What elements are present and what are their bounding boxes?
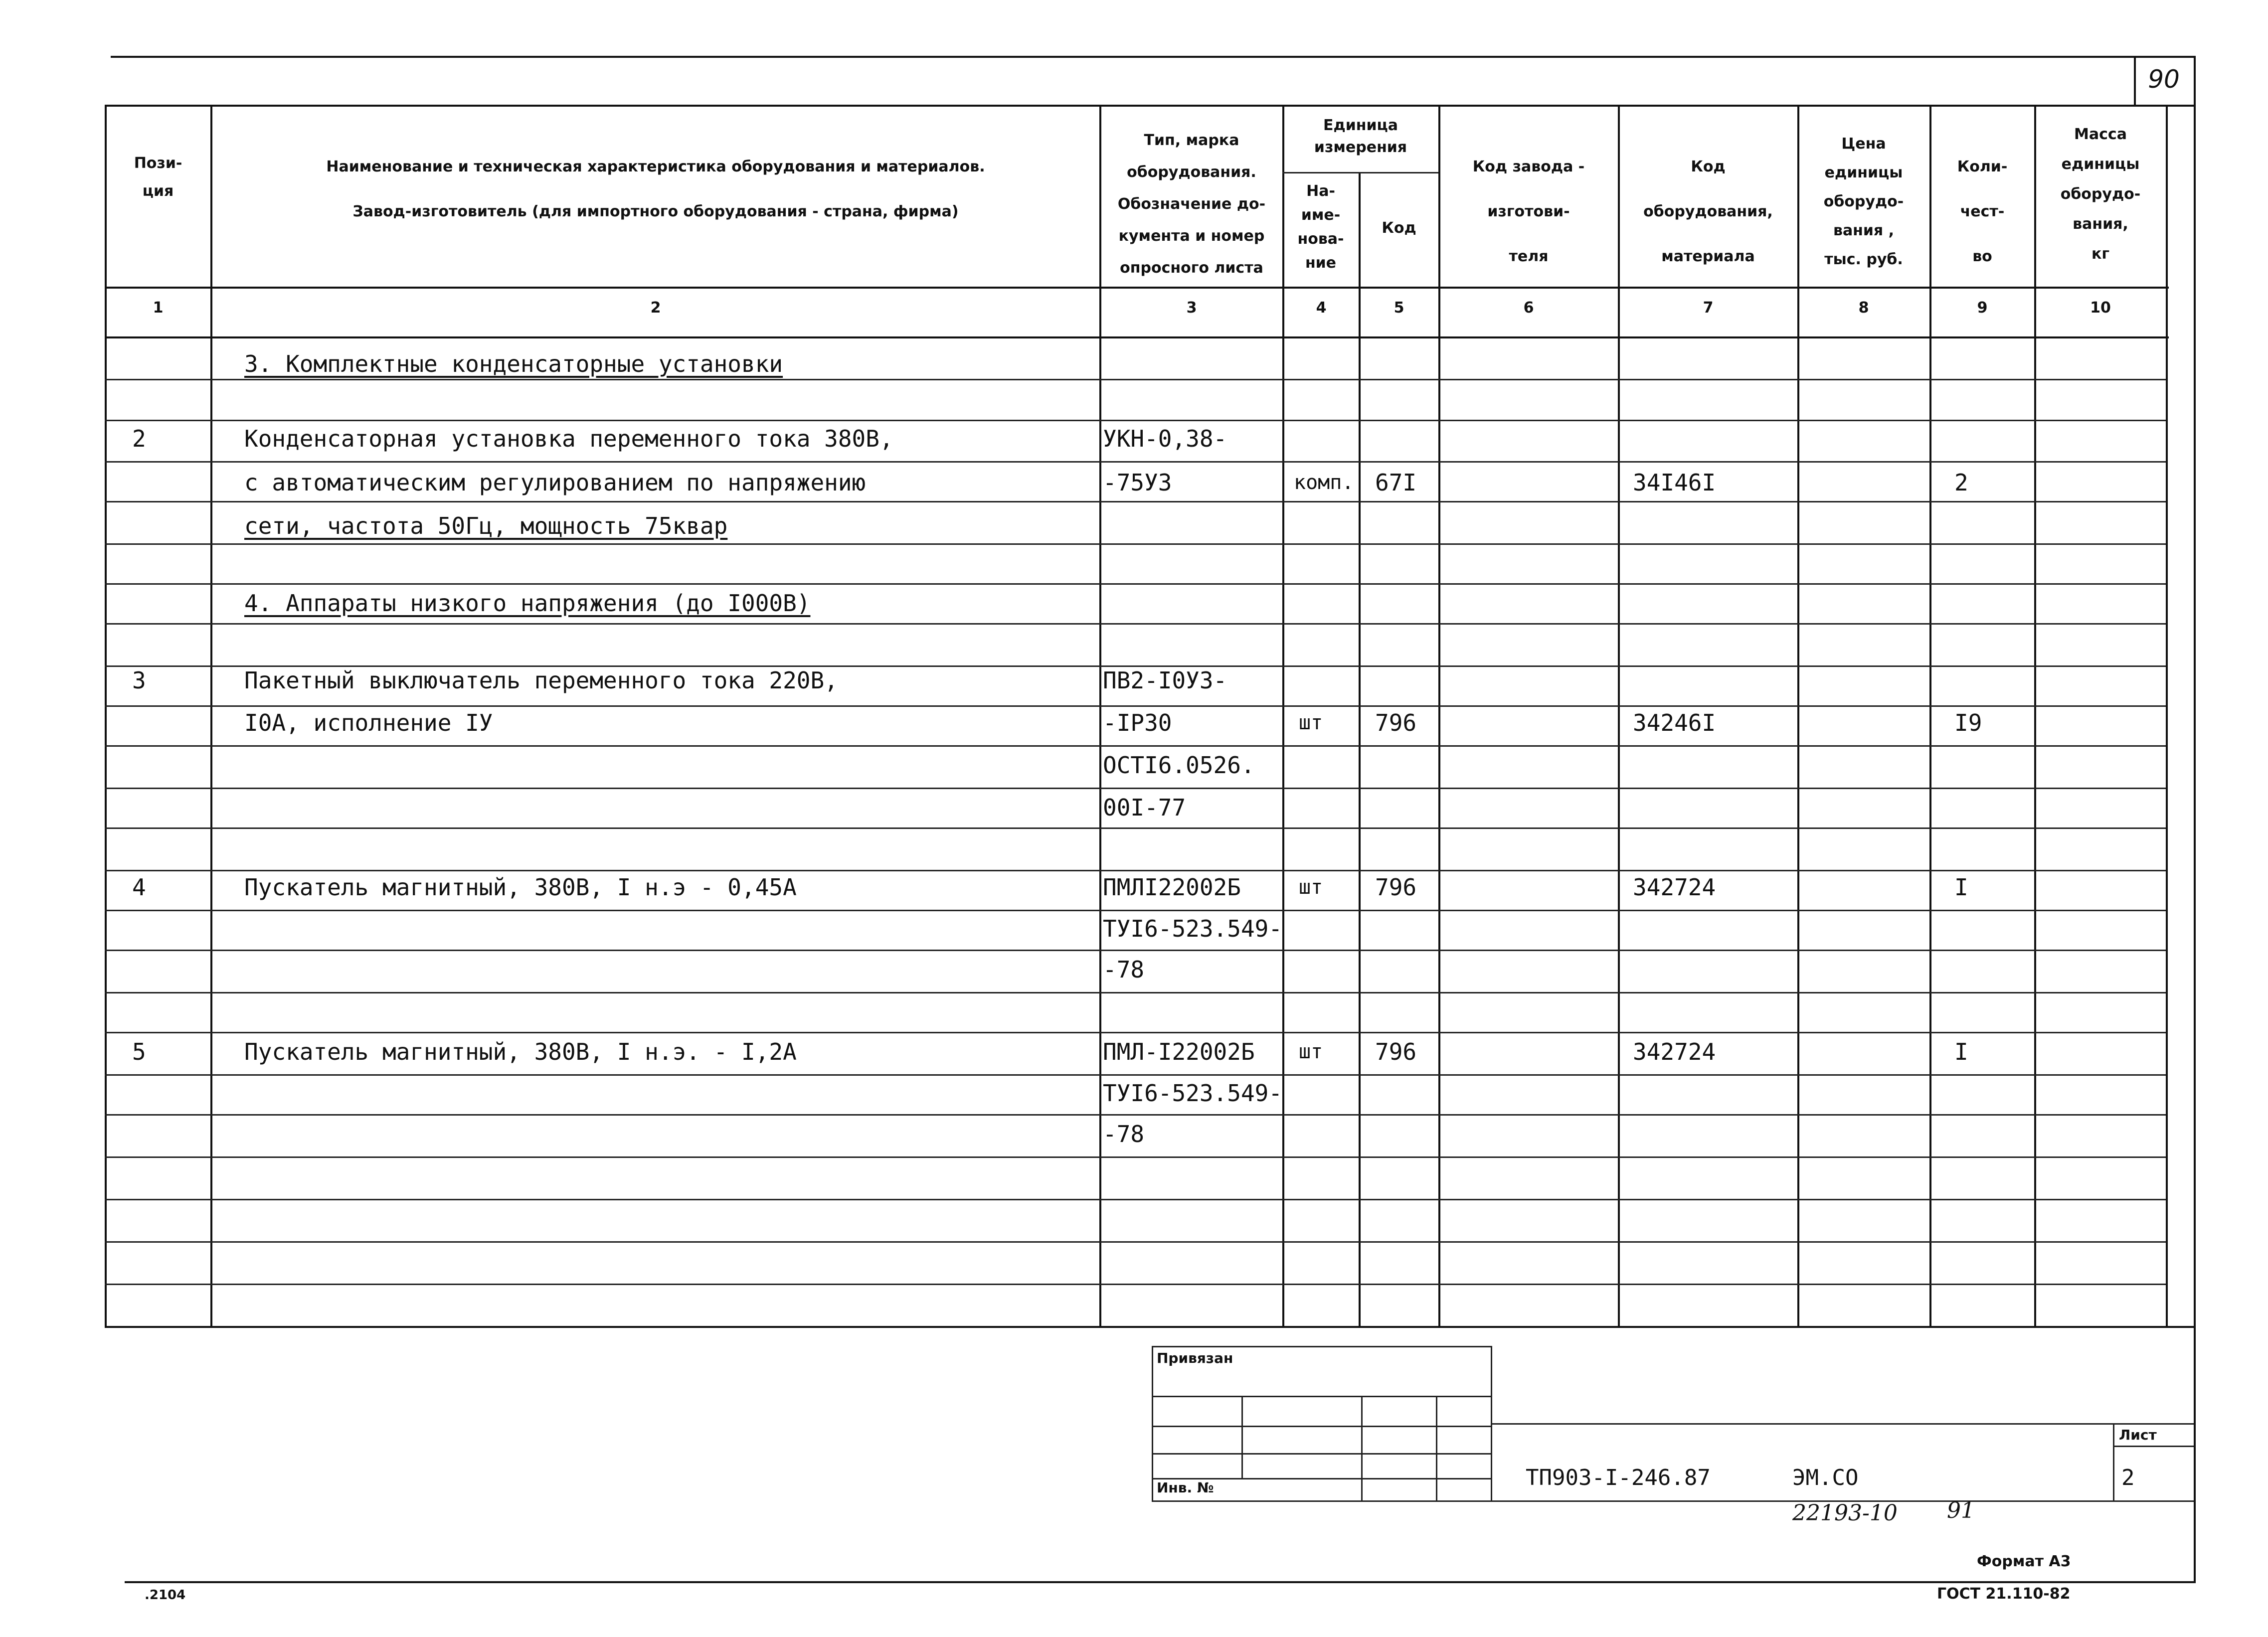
col-number-8: 8 (1858, 299, 1869, 317)
col-number-3: 3 (1186, 299, 1197, 317)
item-type: 00I-77 (1103, 794, 1186, 821)
item-name: Конденсаторная установка переменного тока 380В, (244, 425, 893, 452)
col-number-10: 10 (2090, 299, 2111, 317)
item-unit: шт (1299, 711, 1323, 734)
header-col1: Пози- ция (134, 155, 182, 200)
item-name: с автоматическим регулированием по напряжению (244, 469, 866, 496)
col-number-5: 5 (1394, 299, 1404, 317)
col-number-4: 4 (1316, 299, 1327, 317)
item-quantity: I (1954, 874, 1968, 901)
item-name: Пакетный выключатель переменного тока 220В, (244, 667, 838, 694)
item-equipment-code: 342724 (1633, 874, 1716, 901)
item-type: ТУI6-523.549- (1103, 915, 1283, 942)
item-unit-code: 796 (1375, 874, 1417, 901)
document-code: ТП903-I-246.87 (1526, 1465, 1711, 1490)
item-equipment-code: 342724 (1633, 1038, 1716, 1065)
gost-label: ГОСТ 21.110-82 (1937, 1585, 2071, 1603)
header-unit-group: Единица измерения (1314, 117, 1407, 156)
item-type: ТУI6-523.549- (1103, 1080, 1283, 1107)
col-number-6: 6 (1523, 299, 1534, 317)
item-unit: шт (1299, 876, 1323, 899)
header-col8: Цена единицы оборудо- вания , тыс. руб. (1823, 135, 1904, 268)
item-type: -75У3 (1103, 469, 1172, 496)
document-suffix: ЭМ.СО (1792, 1465, 1859, 1490)
header-col6: Код завода - изготови- теля (1472, 158, 1585, 265)
item-unit-code: 796 (1375, 709, 1417, 736)
item-quantity: I (1954, 1038, 1968, 1065)
header-col3: Тип, марка оборудования. Обозначение до- кумента и номер опросного листа (1117, 132, 1266, 277)
header-col2: Наименование и техническая характеристика оборудования и материалов. Завод-изготовитель (для импортного оборудования - страна, фирма) (326, 158, 985, 220)
item-type: -78 (1103, 956, 1145, 983)
item-type: -IР30 (1103, 709, 1172, 736)
attached-label: Привязан (1157, 1350, 1233, 1366)
item-unit: комп. (1294, 471, 1354, 494)
col-number-2: 2 (650, 299, 661, 317)
item-quantity: 2 (1954, 469, 1968, 496)
header-col7: Код оборудования, материала (1643, 158, 1773, 265)
section-title: 3. Комплектные конденсаторные установки (244, 350, 783, 377)
left-code: .2104 (145, 1588, 186, 1603)
header-col4: На- име- нова- ние (1297, 182, 1344, 272)
item-name: сети, частота 50Гц, мощность 75квар (244, 512, 728, 539)
format-label: Формат А3 (1977, 1553, 2071, 1570)
header-col10: Масса единицы оборудо- вания, кг (2060, 126, 2141, 263)
header-col9: Коли- чест- во (1957, 158, 2008, 265)
position: 5 (132, 1038, 146, 1065)
item-name: I0А, исполнение IУ (244, 709, 493, 736)
item-unit: шт (1299, 1040, 1323, 1063)
sheet-number: 2 (2121, 1465, 2135, 1490)
col-number-9: 9 (1977, 299, 1988, 317)
item-type: -78 (1103, 1121, 1145, 1147)
col-number-1: 1 (153, 299, 164, 317)
item-type: ПМЛI22002Б (1103, 874, 1241, 901)
item-type: ПВ2-I0У3- (1103, 667, 1227, 694)
handwritten-number-2: 91 (1947, 1498, 1975, 1523)
section-title: 4. Аппараты низкого напряжения (до I000В) (244, 590, 811, 617)
position: 4 (132, 874, 146, 901)
item-quantity: I9 (1954, 709, 1982, 736)
item-equipment-code: 34I46I (1633, 469, 1716, 496)
item-equipment-code: 34246I (1633, 709, 1716, 736)
handwritten-number: 22193-10 (1792, 1500, 1898, 1526)
item-type: ОСТI6.0526. (1103, 752, 1255, 779)
item-unit-code: 796 (1375, 1038, 1417, 1065)
item-name: Пускатель магнитный, 380В, I н.э. - I,2А (244, 1038, 797, 1065)
col-number-7: 7 (1703, 299, 1714, 317)
sheet-label: Лист (2119, 1427, 2157, 1443)
header-col5: Код (1382, 219, 1416, 237)
item-type: ПМЛ-I22002Б (1103, 1038, 1255, 1065)
inventory-label: Инв. № (1157, 1479, 1214, 1496)
page-number: 90 (2148, 65, 2180, 94)
position: 2 (132, 425, 146, 452)
item-type: УКН-0,38- (1103, 425, 1227, 452)
item-name: Пускатель магнитный, 380В, I н.э - 0,45А (244, 874, 797, 901)
position: 3 (132, 667, 146, 694)
item-unit-code: 67I (1375, 469, 1417, 496)
